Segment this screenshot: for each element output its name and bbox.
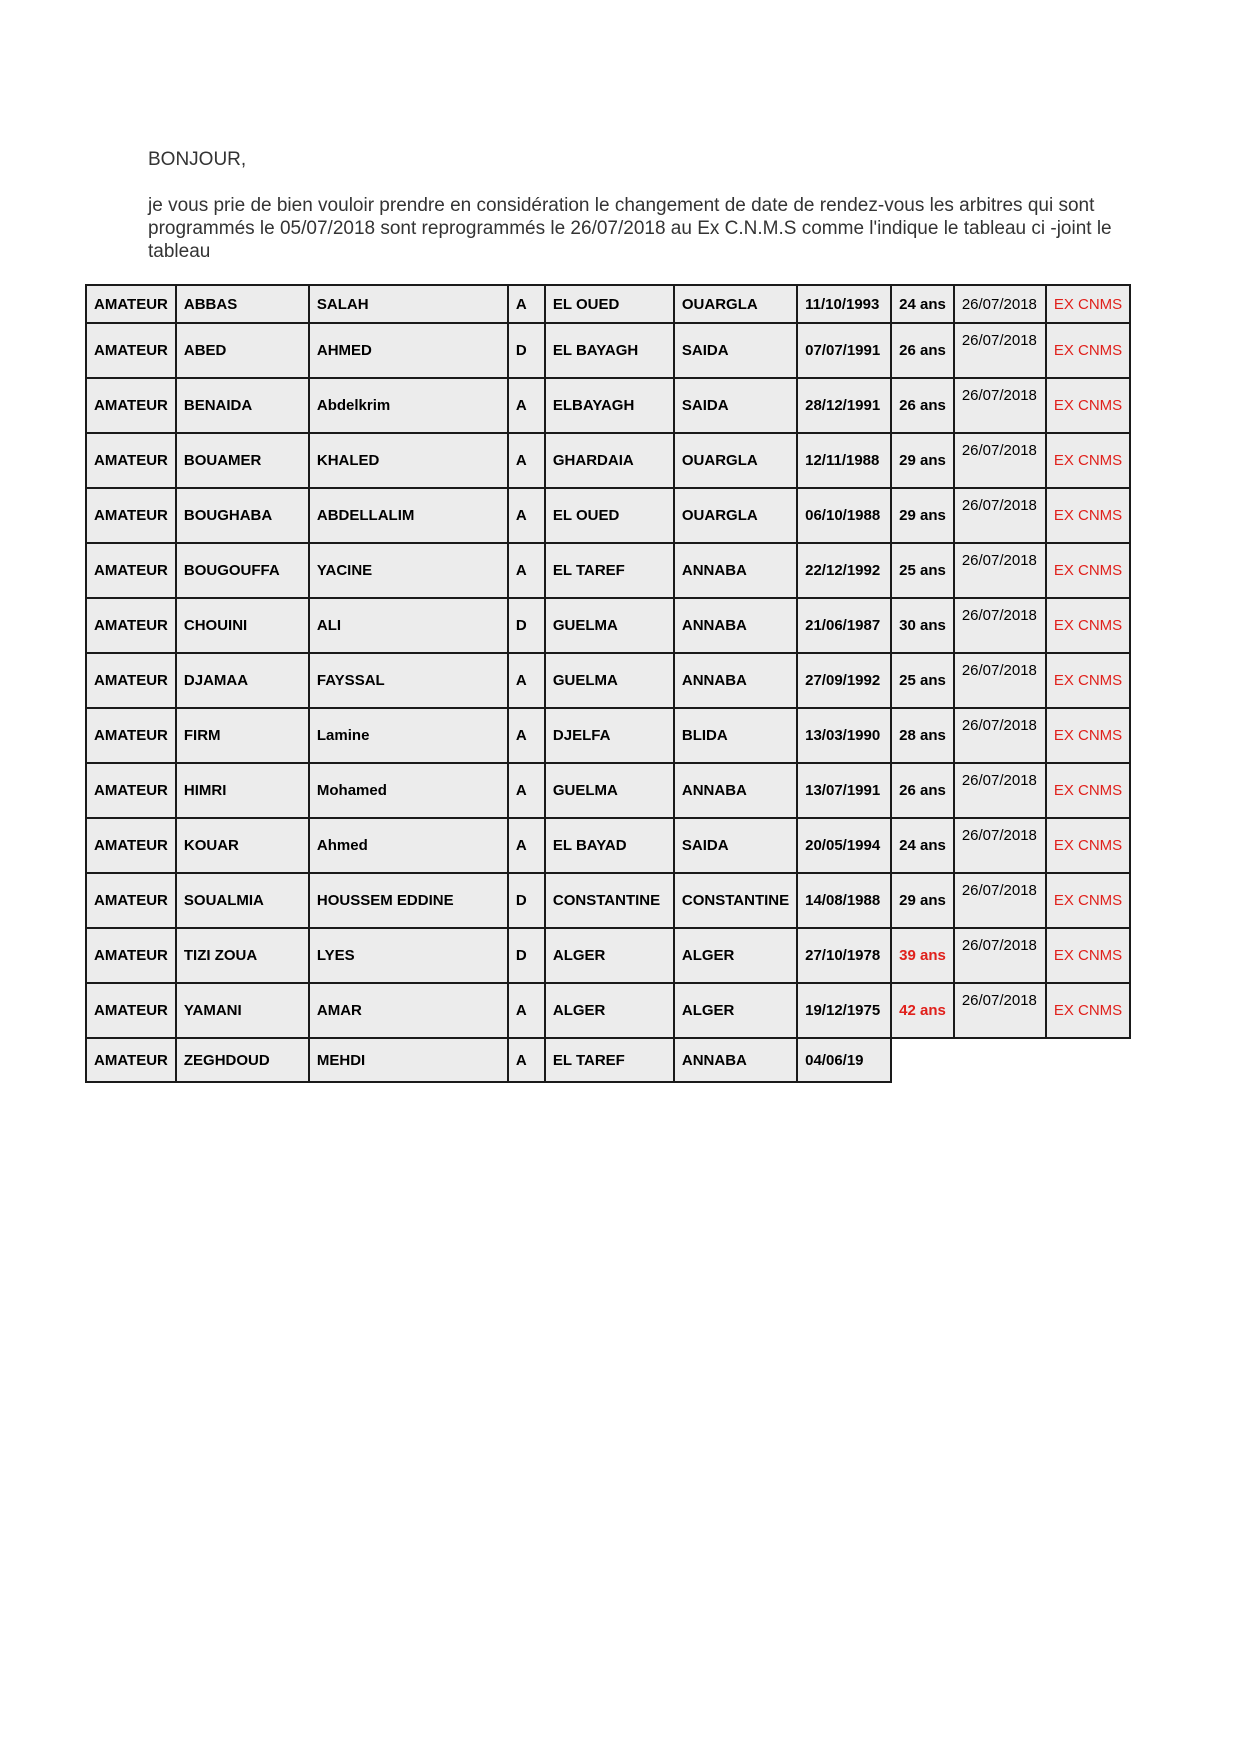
last-name-cell: KOUAR (176, 818, 309, 873)
last-name-cell: YAMANI (176, 983, 309, 1038)
league-cell: OUARGLA (674, 285, 797, 323)
wilaya-cell: ALGER (545, 928, 674, 983)
first-name-cell: FAYSSAL (309, 653, 508, 708)
grade-cell: A (508, 708, 545, 763)
first-name-cell: ABDELLALIM (309, 488, 508, 543)
league-cell: SAIDA (674, 378, 797, 433)
place-cell: EX CNMS (1046, 653, 1130, 708)
league-cell: OUARGLA (674, 433, 797, 488)
category-cell: AMATEUR (86, 285, 176, 323)
grade-cell: A (508, 488, 545, 543)
last-name-cell: CHOUINI (176, 598, 309, 653)
first-name-cell: AHMED (309, 323, 508, 378)
birth-date-cell: 11/10/1993 (797, 285, 891, 323)
category-cell: AMATEUR (86, 983, 176, 1038)
new-date-cell: 26/07/2018 (954, 873, 1046, 928)
age-cell: 26 ans (891, 378, 954, 433)
place-cell: EX CNMS (1046, 285, 1130, 323)
age-cell: 30 ans (891, 598, 954, 653)
new-date-cell: 26/07/2018 (954, 285, 1046, 323)
league-cell: OUARGLA (674, 488, 797, 543)
league-cell: ALGER (674, 983, 797, 1038)
birth-date-cell: 27/09/1992 (797, 653, 891, 708)
first-name-cell: SALAH (309, 285, 508, 323)
first-name-cell: AMAR (309, 983, 508, 1038)
place-cell: EX CNMS (1046, 763, 1130, 818)
table-row (86, 598, 1130, 653)
first-name-cell: LYES (309, 928, 508, 983)
first-name-cell: Ahmed (309, 818, 508, 873)
category-cell: AMATEUR (86, 708, 176, 763)
league-cell: SAIDA (674, 323, 797, 378)
wilaya-cell: GUELMA (545, 653, 674, 708)
last-name-cell: BENAIDA (176, 378, 309, 433)
table-row (86, 708, 1130, 763)
age-cell (891, 1038, 954, 1082)
league-cell: ANNABA (674, 543, 797, 598)
grade-cell: A (508, 378, 545, 433)
age-cell: 25 ans (891, 543, 954, 598)
grade-cell: A (508, 285, 545, 323)
birth-date-cell: 28/12/1991 (797, 378, 891, 433)
new-date-cell: 26/07/2018 (954, 763, 1046, 818)
birth-date-cell: 27/10/1978 (797, 928, 891, 983)
place-cell: EX CNMS (1046, 983, 1130, 1038)
wilaya-cell: CONSTANTINE (545, 873, 674, 928)
category-cell: AMATEUR (86, 1038, 176, 1082)
age-cell: 29 ans (891, 433, 954, 488)
last-name-cell: SOUALMIA (176, 873, 309, 928)
birth-date-cell: 14/08/1988 (797, 873, 891, 928)
first-name-cell: Abdelkrim (309, 378, 508, 433)
new-date-cell: 26/07/2018 (954, 708, 1046, 763)
wilaya-cell: ELBAYAGH (545, 378, 674, 433)
wilaya-cell: EL TAREF (545, 543, 674, 598)
age-cell: 24 ans (891, 818, 954, 873)
wilaya-cell: EL OUED (545, 285, 674, 323)
new-date-cell: 26/07/2018 (954, 818, 1046, 873)
last-name-cell: TIZI ZOUA (176, 928, 309, 983)
place-cell (1046, 1038, 1130, 1082)
league-cell: ALGER (674, 928, 797, 983)
table-row (86, 543, 1130, 598)
grade-cell: D (508, 598, 545, 653)
last-name-cell: ABED (176, 323, 309, 378)
grade-cell: A (508, 653, 545, 708)
age-cell: 42 ans (891, 983, 954, 1038)
age-cell: 29 ans (891, 488, 954, 543)
last-name-cell: BOUGHABA (176, 488, 309, 543)
new-date-cell: 26/07/2018 (954, 598, 1046, 653)
first-name-cell: Mohamed (309, 763, 508, 818)
table-row (86, 323, 1130, 378)
grade-cell: A (508, 1038, 545, 1082)
category-cell: AMATEUR (86, 323, 176, 378)
last-name-cell: HIMRI (176, 763, 309, 818)
category-cell: AMATEUR (86, 873, 176, 928)
category-cell: AMATEUR (86, 433, 176, 488)
category-cell: AMATEUR (86, 598, 176, 653)
new-date-cell: 26/07/2018 (954, 928, 1046, 983)
league-cell: SAIDA (674, 818, 797, 873)
birth-date-cell: 12/11/1988 (797, 433, 891, 488)
grade-cell: D (508, 873, 545, 928)
wilaya-cell: EL BAYAGH (545, 323, 674, 378)
place-cell: EX CNMS (1046, 323, 1130, 378)
letter-intro: je vous prie de bien vouloir prendre en considération le changement de date de rendez-vous les arbitres qui sont programmés le 05/07/2018 sont reprogrammés le 26/07/2018 au Ex C.N.M.S comme l'indique le tableau ci -joint le tableau (148, 195, 1112, 262)
new-date-cell: 26/07/2018 (954, 323, 1046, 378)
league-cell: ANNABA (674, 763, 797, 818)
table-row (86, 433, 1130, 488)
first-name-cell: ALI (309, 598, 508, 653)
grade-cell: A (508, 543, 545, 598)
last-name-cell: BOUAMER (176, 433, 309, 488)
age-cell: 28 ans (891, 708, 954, 763)
first-name-cell: MEHDI (309, 1038, 508, 1082)
wilaya-cell: EL OUED (545, 488, 674, 543)
category-cell: AMATEUR (86, 818, 176, 873)
grade-cell: A (508, 763, 545, 818)
first-name-cell: HOUSSEM EDDINE (309, 873, 508, 928)
birth-date-cell: 21/06/1987 (797, 598, 891, 653)
birth-date-cell: 20/05/1994 (797, 818, 891, 873)
table-row (86, 378, 1130, 433)
league-cell: BLIDA (674, 708, 797, 763)
place-cell: EX CNMS (1046, 818, 1130, 873)
place-cell: EX CNMS (1046, 488, 1130, 543)
new-date-cell: 26/07/2018 (954, 653, 1046, 708)
new-date-cell: 26/07/2018 (954, 378, 1046, 433)
grade-cell: A (508, 433, 545, 488)
first-name-cell: YACINE (309, 543, 508, 598)
place-cell: EX CNMS (1046, 378, 1130, 433)
birth-date-cell: 13/03/1990 (797, 708, 891, 763)
last-name-cell: BOUGOUFFA (176, 543, 309, 598)
table-row (86, 488, 1130, 543)
referee-table (85, 284, 1131, 1083)
place-cell: EX CNMS (1046, 873, 1130, 928)
first-name-cell: KHALED (309, 433, 508, 488)
birth-date-cell: 06/10/1988 (797, 488, 891, 543)
age-cell: 26 ans (891, 763, 954, 818)
league-cell: ANNABA (674, 653, 797, 708)
new-date-cell: 26/07/2018 (954, 488, 1046, 543)
wilaya-cell: EL BAYAD (545, 818, 674, 873)
grade-cell: A (508, 818, 545, 873)
table-row (86, 1038, 1130, 1082)
new-date-cell: 26/07/2018 (954, 543, 1046, 598)
category-cell: AMATEUR (86, 543, 176, 598)
wilaya-cell: EL TAREF (545, 1038, 674, 1082)
referee-table-body (86, 285, 1130, 1082)
place-cell: EX CNMS (1046, 598, 1130, 653)
place-cell: EX CNMS (1046, 433, 1130, 488)
age-cell: 25 ans (891, 653, 954, 708)
birth-date-cell: 13/07/1991 (797, 763, 891, 818)
league-cell: ANNABA (674, 598, 797, 653)
category-cell: AMATEUR (86, 488, 176, 543)
table-row (86, 873, 1130, 928)
table-row (86, 763, 1130, 818)
category-cell: AMATEUR (86, 653, 176, 708)
table-row (86, 983, 1130, 1038)
age-cell: 26 ans (891, 323, 954, 378)
last-name-cell: ZEGHDOUD (176, 1038, 309, 1082)
place-cell: EX CNMS (1046, 928, 1130, 983)
category-cell: AMATEUR (86, 928, 176, 983)
birth-date-cell: 04/06/19 (797, 1038, 891, 1082)
new-date-cell: 26/07/2018 (954, 983, 1046, 1038)
category-cell: AMATEUR (86, 763, 176, 818)
table-row (86, 928, 1130, 983)
age-cell: 29 ans (891, 873, 954, 928)
last-name-cell: DJAMAA (176, 653, 309, 708)
place-cell: EX CNMS (1046, 708, 1130, 763)
wilaya-cell: GUELMA (545, 598, 674, 653)
wilaya-cell: GUELMA (545, 763, 674, 818)
grade-cell: D (508, 323, 545, 378)
wilaya-cell: DJELFA (545, 708, 674, 763)
age-cell: 24 ans (891, 285, 954, 323)
league-cell: CONSTANTINE (674, 873, 797, 928)
new-date-cell (954, 1038, 1046, 1082)
age-cell: 39 ans (891, 928, 954, 983)
letter-greeting: BONJOUR, (148, 149, 247, 170)
table-row (86, 653, 1130, 708)
first-name-cell: Lamine (309, 708, 508, 763)
birth-date-cell: 07/07/1991 (797, 323, 891, 378)
birth-date-cell: 19/12/1975 (797, 983, 891, 1038)
last-name-cell: FIRM (176, 708, 309, 763)
wilaya-cell: GHARDAIA (545, 433, 674, 488)
last-name-cell: ABBAS (176, 285, 309, 323)
grade-cell: D (508, 928, 545, 983)
new-date-cell: 26/07/2018 (954, 433, 1046, 488)
birth-date-cell: 22/12/1992 (797, 543, 891, 598)
table-row (86, 285, 1130, 323)
wilaya-cell: ALGER (545, 983, 674, 1038)
league-cell: ANNABA (674, 1038, 797, 1082)
place-cell: EX CNMS (1046, 543, 1130, 598)
category-cell: AMATEUR (86, 378, 176, 433)
grade-cell: A (508, 983, 545, 1038)
table-row (86, 818, 1130, 873)
